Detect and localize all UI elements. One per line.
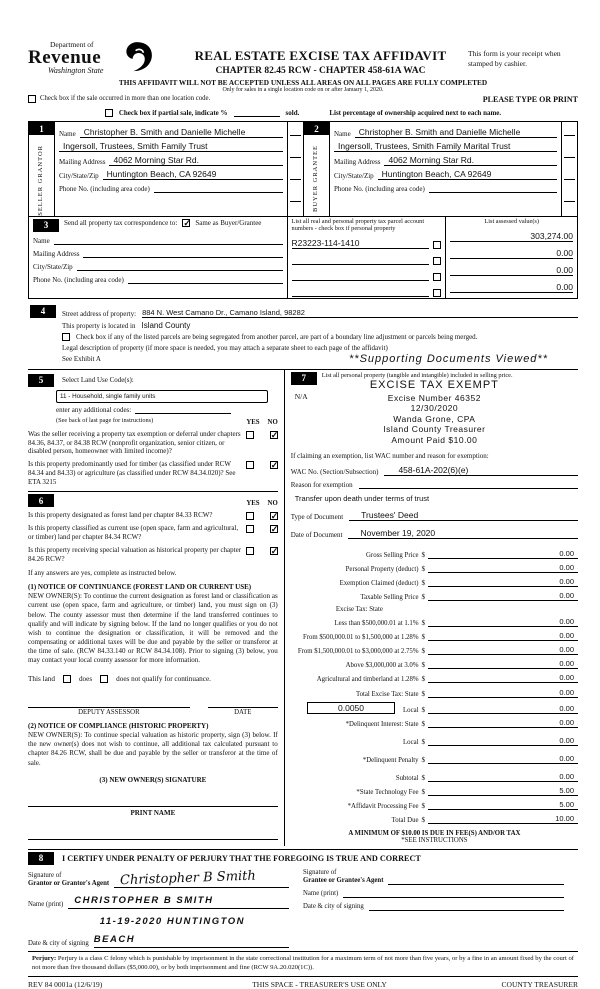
corr-mailing-input[interactable]: [83, 248, 282, 258]
assessed-value-1[interactable]: 303,274.00: [450, 231, 573, 242]
notice-compliance-body: NEW OWNER(S): To continue special valuation as historic property, sign (3) below. If the new owner(s) does not wish to continue, all additional tax calculated pursuant to chapter 84.26 RCW, shall be due and payable by the seller or transferor at the time of sale.: [28, 731, 278, 767]
notice-continuance-body: NEW OWNER(S): To continue the current designation as forest land or classification as current use (open space, farm and agriculture, or timber) land, you must sign on (3) below. The county assessor must then determine if the land transferred continues to qualify and will indicate by signing below. If the land no longer qualifies or you do not wish to continue the designation or classification, it will be removed and the compensating or additional taxes will be due and payable by the seller or transferor at the time of sale. (RCW 84.33.140 or RCW 84.34.108). Prior to signing (3) below, you may contact your local county assessor for more information.: [28, 592, 278, 665]
q-current-use-no-checkbox[interactable]: [270, 525, 278, 533]
send-correspondence-label: Send all property tax correspondence to:: [64, 218, 178, 227]
dor-revenue-text: Revenue: [28, 47, 102, 68]
grantor-date-city-label: Date & city of signing: [28, 940, 89, 948]
exemption-claimed-value[interactable]: 0.00: [428, 577, 578, 587]
parcel-number-input-4[interactable]: [292, 287, 430, 297]
delinquent-interest-local-value[interactable]: 0.00: [428, 736, 578, 746]
yes-header-6: YES: [246, 500, 260, 508]
seller-city-label: City/State/Zip: [59, 172, 99, 180]
additional-codes-input[interactable]: [135, 413, 231, 414]
tier3-label: From $1,500,000.01 to $3,000,000 at 2.75%: [297, 648, 419, 656]
grantee-name-print-input[interactable]: [343, 887, 564, 898]
buyer-ownership-percent-lines[interactable]: [561, 122, 577, 216]
does-label: does: [78, 675, 93, 684]
grantor-signature-value: Christopher B Smith: [119, 868, 257, 889]
parcel-personal-checkbox-3[interactable]: [433, 273, 441, 281]
tier4-value[interactable]: 0.00: [428, 659, 578, 669]
agricultural-label: Agricultural and timberland at 1.28%: [316, 676, 419, 684]
section-6-badge: 6: [28, 494, 54, 507]
affidavit-processing-fee-value[interactable]: 5.00: [428, 800, 578, 810]
deputy-date-line[interactable]: DATE: [208, 707, 278, 716]
grantor-signature-input[interactable]: [114, 869, 289, 888]
subtotal-value[interactable]: 0.00: [428, 772, 578, 782]
receipt-note: This form is your receipt when stamped by cashier.: [468, 49, 561, 68]
does-not-label: does not qualify for continuance.: [116, 675, 211, 684]
excise-tax-state-heading: Excise Tax: State: [335, 605, 383, 613]
this-land-label: This land: [28, 675, 55, 684]
same-as-buyer-label: Same as Buyer/Grantee: [195, 218, 262, 227]
seller-name-input-2[interactable]: Ingersoll, Trustees, Smith Family Trust: [59, 141, 283, 152]
property-address-section: [28, 299, 578, 365]
land-use-title: Select Land Use Code(s):: [62, 376, 134, 385]
local-tax-value[interactable]: 0.00: [428, 704, 578, 714]
form-header: [28, 40, 578, 76]
delinquent-interest-local-label: Local: [403, 738, 419, 746]
perjury-text: Perjury is a class C felony which is punishable by imprisonment in the state correctional institution for a maximum term of not more than five years, or by a fine in an amount fixed by the court of not more than five thousand dollars ($5,000.00), or by both imprisonment and fine (RCW 9A.20.020(1C)).: [32, 954, 574, 971]
exemption-claimed-label: Exemption Claimed (deduct): [339, 579, 419, 587]
parcel-number-input-2[interactable]: [292, 255, 430, 265]
street-address-label: Street address of property:: [62, 309, 137, 318]
deputy-assessor-line[interactable]: DEPUTY ASSESSOR: [28, 707, 190, 716]
treasurer-space-label: THIS SPACE - TREASURER'S USE ONLY: [252, 979, 387, 989]
delinquent-penalty-value[interactable]: 0.00: [428, 754, 578, 764]
type-document-input[interactable]: Trustees' Deed: [349, 510, 578, 521]
affidavit-processing-fee-label: *Affidavit Processing Fee: [347, 802, 419, 810]
notice-continuance-title: (1) NOTICE OF CONTINUANCE (FOREST LAND OR CURRENT USE): [28, 583, 252, 592]
q-current-use-yes-checkbox[interactable]: [246, 525, 254, 533]
segregated-checkbox[interactable]: [62, 333, 70, 341]
certification-section: [28, 849, 578, 948]
warning-line: THIS AFFIDAVIT WILL NOT BE ACCEPTED UNLESS ALL AREAS ON ALL PAGES ARE FULLY COMPLETED: [118, 78, 488, 87]
q-forest-no-checkbox[interactable]: [270, 512, 278, 520]
partial-sale-checkbox[interactable]: [105, 109, 113, 117]
buyer-side-label: BUYER GRANTEE: [312, 145, 320, 212]
form-subtitle: CHAPTER 82.45 RCW - CHAPTER 458-61A WAC: [215, 66, 426, 76]
type-document-label: Type of Document: [290, 512, 344, 521]
grantee-date-city-input[interactable]: [369, 900, 564, 911]
q-tax-exemption: Was the seller receiving a property tax exemption or deferral under chapters 84.36, 84.37, or 84.38 RCW (nonprofit organization, senior citizen, or disabled person, homeowner with limited income)?: [28, 429, 241, 456]
see-back-note: (See back of last page for instructions): [56, 416, 154, 424]
partial-sale-percent-field[interactable]: [234, 116, 280, 117]
reason-exemption-label: Reason for exemption: [290, 480, 353, 489]
local-rate-box[interactable]: 0.0050: [307, 702, 395, 714]
excise-tax-column: 7 List all personal property (tangible and intangible) included in selling price. N/A EXCISE TAX EXEMPT Excise Number 46352 12/30/2020 Wanda Grone, CPA Island County Treasurer Amount Paid $10.00 If claiming an exemption, list WAC number and reason for exemption: WAC No. (Section/Subsection) 458-61A-202(6)(e) Reason for exemption Transfer upon death under terms of trust Type of Document Trustees' Deed Date of Document November 19, 2020 Gross Selling Price $ 0.00 Personal Property (deduct) $ 0.00 Exemption Claimed (deduct) $ 0.00 Taxable Selling Price $ 0.00 Excise Tax: State Less than $500,000.01 at 1.1% $ 0.00 From $500,000.01 to $1,500,000 at 1.28% $ 0.00 From $1,500,000.01 to $3,000,000 at 2.75% $ 0.00 Above $3,000,000 at 3.0% $ 0.00 Agricultural and timberland at 1.28% $ 0.00 Total Excise Tax: State $ 0.00 0.0050 Local $ 0.00 *Delinquent Interest: State $ 0.00 Local $ 0.00 *Delinquent Penalty $ 0.00 Subtotal $ 0.00 *State Technology Fee $ 5.00 *Affidavit Processing Fee $ 5.00 Total Due $ 10.00 A MINIMUM OF $10.00 IS DUE IN FEE(S) AND/OR TAX *SEE INSTRUCTIONS: [284, 370, 578, 846]
buyer-name-input[interactable]: Christopher B. Smith and Danielle Michelle: [355, 127, 557, 138]
same-as-buyer-checkbox[interactable]: [182, 219, 190, 227]
agricultural-value[interactable]: 0.00: [428, 673, 578, 683]
buyer-name-input-2[interactable]: Ingersoll, Trustees, Smith Family Marital Trust: [334, 141, 557, 152]
buyer-mailing-label: Mailing Address: [334, 158, 381, 166]
yes-header: YES: [246, 418, 260, 426]
supporting-documents-stamp: **Supporting Documents Viewed**: [349, 352, 548, 365]
state-technology-fee-label: *State Technology Fee: [356, 788, 419, 796]
seller-name-label: Name: [59, 130, 76, 138]
tax-correspondence-section: [28, 217, 578, 299]
land-does-not-checkbox[interactable]: [100, 675, 108, 683]
assessed-header: List assessed value(s): [484, 217, 539, 225]
dor-logo: [28, 40, 173, 75]
parcel-header: List all real and personal property tax parcel account numbers - check box if personal property: [291, 217, 425, 232]
grantee-date-city-label: Date & city of signing: [303, 902, 364, 910]
tier1-label: Less than $500,000.01 at 1.1%: [334, 620, 419, 628]
legal-description-value[interactable]: See Exhibit A: [62, 354, 101, 363]
section-4-badge: 4: [30, 305, 56, 318]
segregated-label: Check box if any of the listed parcels are being segregated from another parcel, are part of a boundary line adjustment or parcels being merged.: [76, 332, 478, 341]
q-current-use: Is this property classified as current use (open space, farm and agricultural, or timber) land per chapter 84.34 RCW?: [28, 524, 239, 542]
grantor-date-city-value: 11-19-2020 HUNTINGTON BEACH: [93, 915, 245, 945]
seller-ownership-percent-lines[interactable]: [287, 122, 303, 216]
corr-city-input[interactable]: [77, 261, 283, 271]
multi-location-label: Check box if the sale occurred in more than one location code.: [40, 95, 211, 102]
reason-exemption-value[interactable]: Transfer upon death under terms of trust: [294, 493, 430, 503]
land-use-column: [28, 370, 284, 846]
delinquent-interest-state-value[interactable]: 0.00: [428, 718, 578, 728]
no-header-6: NO: [267, 500, 278, 508]
located-in-label: This property is located in: [62, 321, 136, 330]
q-tax-exemption-no-checkbox[interactable]: [270, 431, 278, 439]
buyer-phone-label: Phone No. (including area code): [334, 185, 425, 193]
parcel-personal-checkbox-1[interactable]: [433, 241, 441, 249]
sold-label: sold.: [285, 109, 300, 117]
section-7-badge: 7: [291, 372, 317, 385]
section-3-badge: 3: [33, 219, 59, 232]
only-note: Only for sales in a single location code on or after January 1, 2020.: [222, 87, 384, 93]
if-yes-note: If any answers are yes, complete as instructed below.: [28, 569, 177, 578]
q-forest-yes-checkbox[interactable]: [246, 512, 254, 520]
total-due-label: Total Due: [391, 816, 419, 824]
gross-selling-value[interactable]: 0.00: [428, 549, 578, 559]
delinquent-interest-state-label: *Delinquent Interest: State: [345, 720, 419, 728]
grantee-name-print-label: Name (print): [303, 889, 339, 897]
taxable-selling-label: Taxable Selling Price: [360, 593, 419, 601]
total-excise-state-label: Total Excise Tax: State: [355, 690, 419, 698]
q-historical-no-checkbox[interactable]: [270, 547, 278, 555]
land-does-checkbox[interactable]: [63, 675, 71, 683]
parcel-number-input-1[interactable]: R23223-114-1410: [292, 238, 430, 249]
no-header: NO: [267, 418, 278, 426]
q-timber-yes-checkbox[interactable]: [246, 461, 254, 469]
buyer-city-input[interactable]: Huntington Beach, CA 92649: [378, 169, 557, 180]
minimum-due-note: A MINIMUM OF $10.00 IS DUE IN FEE(S) AND/OR TAX: [348, 829, 521, 837]
notice-compliance-title: (2) NOTICE OF COMPLIANCE (HISTORIC PROPERTY): [28, 722, 209, 731]
state-technology-fee-value[interactable]: 5.00: [428, 786, 578, 796]
personal-property-deduct-label: Personal Property (deduct): [345, 565, 419, 573]
parcel-personal-checkbox-4[interactable]: [433, 289, 441, 297]
dor-state-text: Washington State: [48, 66, 104, 75]
seller-phone-input[interactable]: [154, 183, 283, 193]
form-title: REAL ESTATE EXCISE TAX AFFIDAVIT: [194, 48, 447, 63]
q-historical-yes-checkbox[interactable]: [246, 547, 254, 555]
corr-mailing-label: Mailing Address: [33, 249, 80, 258]
seller-side-label: SELLER GRANTOR: [37, 145, 45, 216]
legal-description-label: Legal description of property (if more space is needed, you may attach a separate sheet to each page of the affidavit): [62, 343, 388, 352]
new-owners-signature-label: (3) NEW OWNER(S) SIGNATURE: [99, 775, 207, 784]
grantee-signature-label: Signature of Grantee or Grantee's Agent: [303, 868, 384, 884]
seller-city-input[interactable]: Huntington Beach, CA 92649: [103, 169, 283, 180]
revenue-swirl-icon: [120, 40, 154, 74]
seller-section: [29, 122, 303, 216]
tier1-value[interactable]: 0.00: [428, 617, 578, 627]
reason-exemption-line[interactable]: [359, 488, 578, 489]
corr-phone-input[interactable]: [128, 274, 283, 284]
q-timber-agriculture: Is this property predominantly used for timber (as classified under RCW 84.34 and 84.33) or agriculture (as classified under RCW 84.34.020)? See ETA 3215: [28, 460, 236, 486]
county-input[interactable]: Island County: [141, 320, 191, 330]
gross-selling-label: Gross Selling Price: [366, 551, 419, 559]
local-tax-label: Local: [403, 706, 419, 714]
taxable-selling-value[interactable]: 0.00: [428, 591, 578, 601]
section-8-badge: 8: [28, 852, 54, 865]
claiming-exemption-label: If claiming an exemption, list WAC number and reason for exemption:: [290, 451, 489, 460]
seller-mailing-label: Mailing Address: [59, 158, 106, 166]
buyer-section: [303, 122, 577, 216]
corr-city-label: City/State/Zip: [33, 262, 73, 271]
partial-sale-label: Check box if partial sale, indicate %: [118, 109, 228, 117]
new-owner-signature-line-2[interactable]: [28, 839, 278, 840]
perjury-notice: [28, 951, 578, 976]
grantor-name-print-input[interactable]: [68, 890, 289, 909]
tier3-value[interactable]: 0.00: [428, 645, 578, 655]
assessed-value-3[interactable]: 0.00: [450, 265, 573, 276]
county-treasurer-label: COUNTY TREASURER: [501, 979, 578, 989]
new-owner-signature-line-1[interactable]: [28, 806, 278, 807]
q-timber-no-checkbox[interactable]: [270, 461, 278, 469]
section-5-badge: 5: [28, 374, 54, 387]
subtotal-label: Subtotal: [395, 774, 419, 782]
buyer-mailing-input[interactable]: 4062 Morning Star Rd.: [384, 155, 557, 166]
tier2-label: From $500,000.01 to $1,500,000 at 1.28%: [302, 634, 419, 642]
multi-location-checkbox[interactable]: [28, 95, 36, 103]
grantor-date-city-input[interactable]: [94, 911, 289, 948]
parcel-personal-checkbox-2[interactable]: [433, 257, 441, 265]
ownership-note: List percentage of ownership acquired next to each name.: [329, 109, 502, 117]
land-use-code-select[interactable]: 11 - Household, single family units: [56, 390, 268, 403]
q-forest-land: Is this property designated as forest land per chapter 84.33 RCW?: [28, 511, 213, 520]
excise-exempt-stamp: EXCISE TAX EXEMPT Excise Number 46352 12/30/2020 Wanda Grone, CPA Island County Treasurer Amount Paid $10.00: [369, 378, 499, 446]
certify-statement: I CERTIFY UNDER PENALTY OF PERJURY THAT THE FOREGOING IS TRUE AND CORRECT: [62, 853, 421, 863]
personal-property-na[interactable]: N/A: [294, 391, 308, 401]
corr-name-label: Name: [33, 236, 50, 245]
q-historical: Is this property receiving special valuation as historical property per chapter 84.26 RCW?: [28, 545, 242, 563]
buyer-name-label: Name: [334, 130, 351, 138]
perjury-lead: Perjury:: [32, 954, 57, 962]
grantee-signature-input[interactable]: [388, 874, 564, 885]
date-document-input[interactable]: November 19, 2020: [348, 528, 578, 539]
date-document-label: Date of Document: [290, 530, 343, 539]
q-tax-exemption-yes-checkbox[interactable]: [246, 431, 254, 439]
tier2-value[interactable]: 0.00: [428, 631, 578, 641]
personal-property-label: List all personal property (tangible and intangible) included in selling price.: [321, 371, 513, 379]
corr-name-input[interactable]: [54, 235, 283, 245]
grantor-name-print-value: CHRISTOPHER B SMITH: [74, 894, 214, 906]
seller-name-input[interactable]: Christopher B. Smith and Danielle Michelle: [80, 127, 283, 138]
dor-dept-text: Department of: [50, 40, 94, 49]
parcel-number-input-3[interactable]: [292, 271, 430, 281]
wac-number-input[interactable]: 458-61A-202(6)(e): [384, 465, 578, 476]
assessed-value-2[interactable]: 0.00: [450, 248, 573, 259]
total-excise-state-value[interactable]: 0.00: [428, 688, 578, 698]
additional-codes-label: enter any additional codes:: [56, 405, 132, 414]
tier4-label: Above $3,000,000 at 3.0%: [345, 662, 419, 670]
corr-phone-label: Phone No. (including area code): [33, 275, 124, 284]
rev-number: REV 84 0001a (12/6/19): [28, 979, 103, 989]
section-1-badge: 1: [29, 122, 55, 135]
grantor-signature-label: Signature of Grantor or Grantor's Agent: [28, 872, 110, 888]
delinquent-penalty-label: *Delinquent Penalty: [362, 756, 419, 764]
wac-number-label: WAC No. (Section/Subsection): [290, 467, 379, 476]
please-type-label: PLEASE TYPE OR PRINT: [482, 95, 578, 104]
assessed-value-4[interactable]: 0.00: [450, 282, 573, 293]
grantor-name-print-label: Name (print): [28, 901, 64, 909]
buyer-phone-input[interactable]: [429, 183, 557, 193]
print-name-label: PRINT NAME: [130, 808, 176, 817]
total-due-value[interactable]: 10.00: [428, 814, 578, 824]
see-instructions-note: *SEE INSTRUCTIONS: [401, 836, 468, 844]
section-2-badge: 2: [304, 122, 330, 135]
personal-property-deduct-value[interactable]: 0.00: [428, 563, 578, 573]
seller-phone-label: Phone No. (including area code): [59, 185, 150, 193]
form-footer: [28, 976, 578, 989]
street-address-input[interactable]: 884 N. West Camano Dr., Camano Island, 98282: [142, 308, 578, 318]
buyer-city-label: City/State/Zip: [334, 172, 374, 180]
seller-mailing-input[interactable]: 4062 Morning Star Rd.: [109, 155, 283, 166]
